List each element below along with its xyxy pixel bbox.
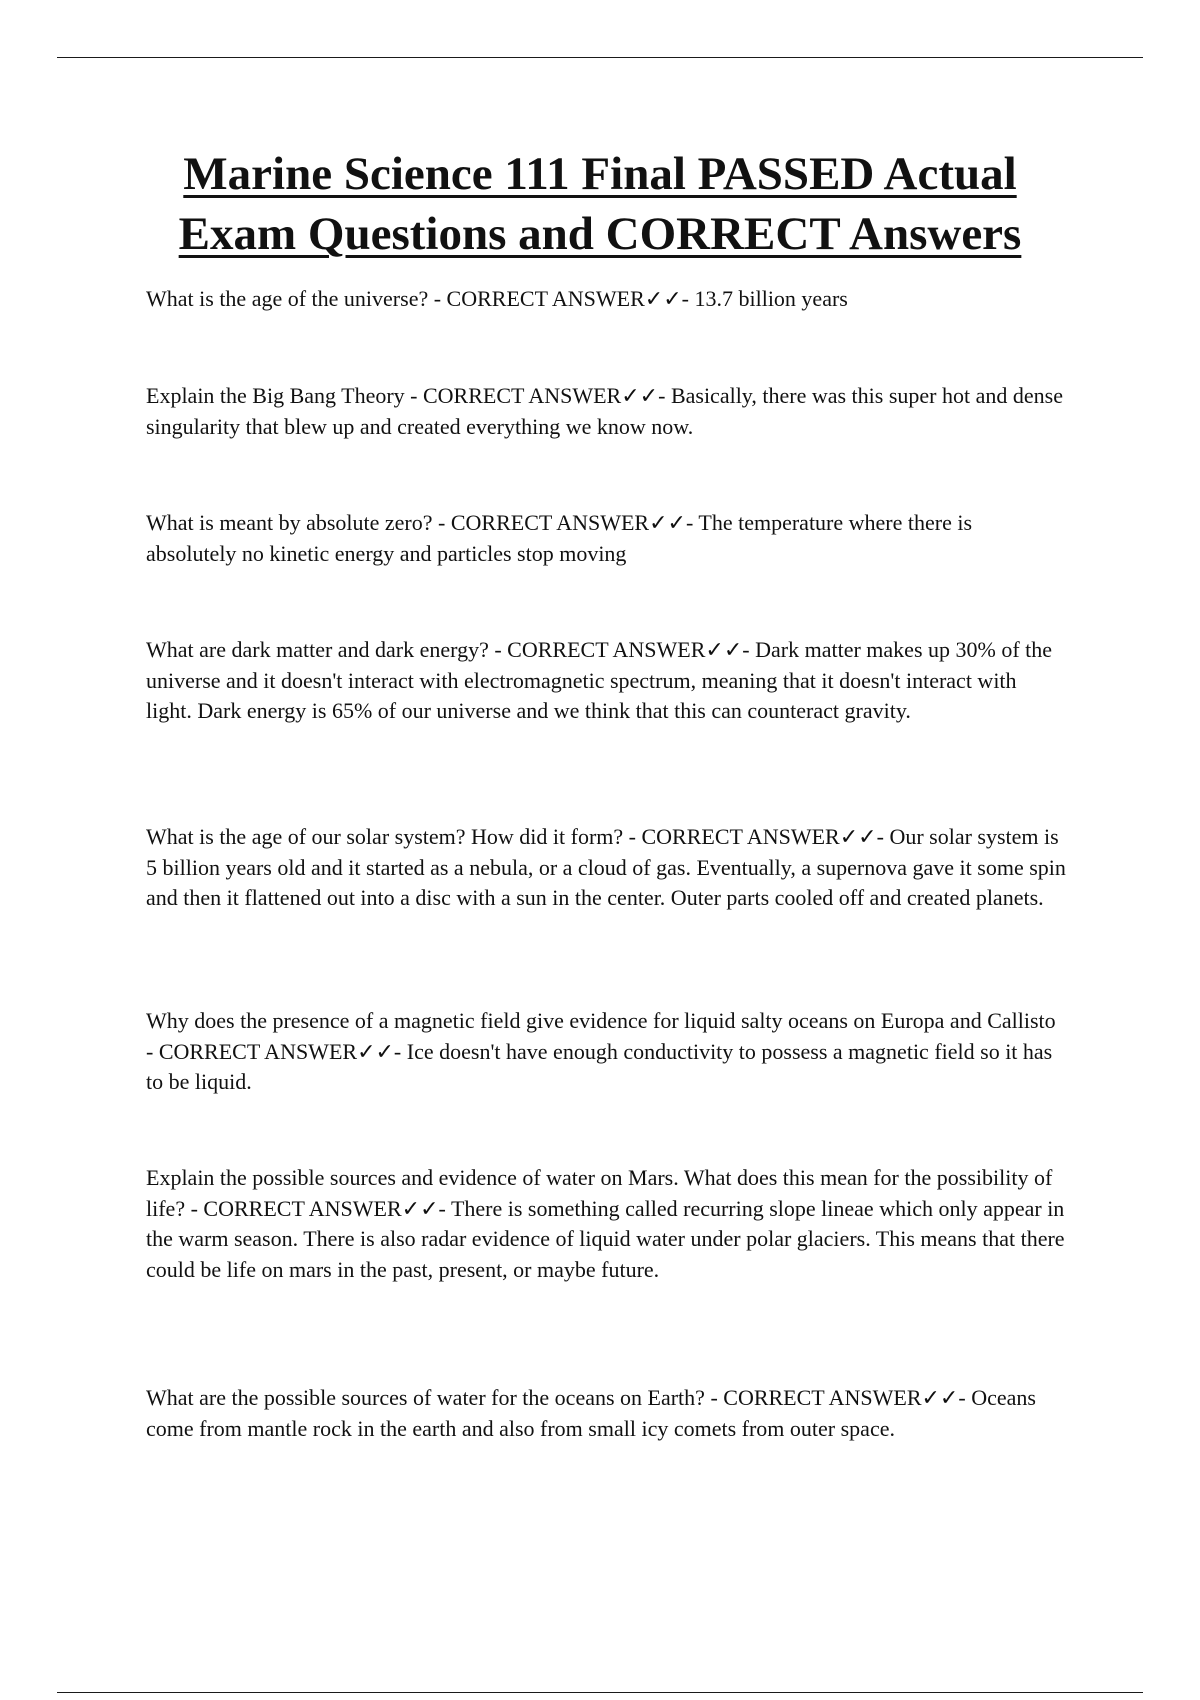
qa-item-8 — [146, 1383, 1066, 1444]
qa-item-1 — [146, 284, 1066, 315]
qa-item-4 — [146, 635, 1066, 727]
question-text: Explain the Big Bang Theory — [146, 383, 405, 408]
qa-item-2 — [146, 381, 1066, 442]
question-text: What is the age of the universe? — [146, 286, 429, 311]
question-text: Why does the presence of a magnetic field give evidence for liquid salty oceans on Europa and Callisto — [146, 1008, 1056, 1033]
answer-text: Oceans come from mantle rock in the earth and also from small icy comets from outer space. — [146, 1385, 1036, 1441]
qa-item-3 — [146, 508, 1066, 569]
answer-text: Basically, there was this super hot and dense singularity that blew up and created everything we know now. — [146, 383, 1063, 439]
answer-text: There is something called recurring slope lineae which only appear in the warm season. There is also radar evidence of liquid water under polar glaciers. This means that there could be life on mars in the past, present, or maybe future. — [146, 1195, 1065, 1282]
answer-marker: - CORRECT ANSWER✓✓- — [433, 286, 689, 311]
answer-text: Our solar system is 5 billion years old and it started as a nebula, or a cloud of gas. Eventually, a supernova gave it some spin and then it flattened out into a disc with a sun in the center. Outer parts cooled off and created planets. — [146, 824, 1066, 910]
answer-text: Ice doesn't have enough conductivity to possess a magnetic field so it has to be liquid. — [146, 1038, 1053, 1094]
answer-text: The temperature where there is absolutely no kinetic energy and particles stop moving — [146, 510, 973, 566]
footer-rule — [57, 1692, 1143, 1693]
header-rule — [57, 57, 1143, 58]
document-title — [57, 144, 1143, 264]
answer-marker: - CORRECT ANSWER✓✓- — [494, 637, 750, 662]
answer-marker: - CORRECT ANSWER✓✓- — [628, 824, 884, 849]
answer-marker: - CORRECT ANSWER✓✓- — [438, 510, 694, 535]
question-text: What is the age of our solar system? How did it form? — [146, 824, 624, 849]
question-text: What are dark matter and dark energy? — [146, 637, 489, 662]
answer-text: Dark matter makes up 30% of the universe and it doesn't interact with electromagnetic spectrum, meaning that it doesn't interact with light. Dark energy is 65% of our universe and we think that this can counteract gravity. — [146, 637, 1053, 723]
title-line-1: Marine Science 111 Final PASSED Actual — [183, 148, 1017, 200]
qa-item-5 — [146, 822, 1066, 914]
answer-marker: - CORRECT ANSWER✓✓- — [190, 1195, 446, 1221]
qa-item-7 — [146, 1163, 1066, 1285]
question-text: What are the possible sources of water for the oceans on Earth? — [146, 1385, 705, 1410]
answer-marker: - CORRECT ANSWER✓✓- — [710, 1385, 966, 1410]
title-line-2: Exam Questions and CORRECT Answers — [178, 208, 1022, 260]
answer-marker: - CORRECT ANSWER✓✓- — [146, 1038, 402, 1064]
answer-text: 13.7 billion years — [694, 286, 848, 311]
answer-marker: - CORRECT ANSWER✓✓- — [410, 383, 666, 408]
question-text: What is meant by absolute zero? — [146, 510, 433, 535]
question-text: Explain the possible sources and evidence of water on Mars. What does this mean for the possibility of life? — [146, 1165, 1053, 1221]
qa-item-6 — [146, 1006, 1066, 1098]
